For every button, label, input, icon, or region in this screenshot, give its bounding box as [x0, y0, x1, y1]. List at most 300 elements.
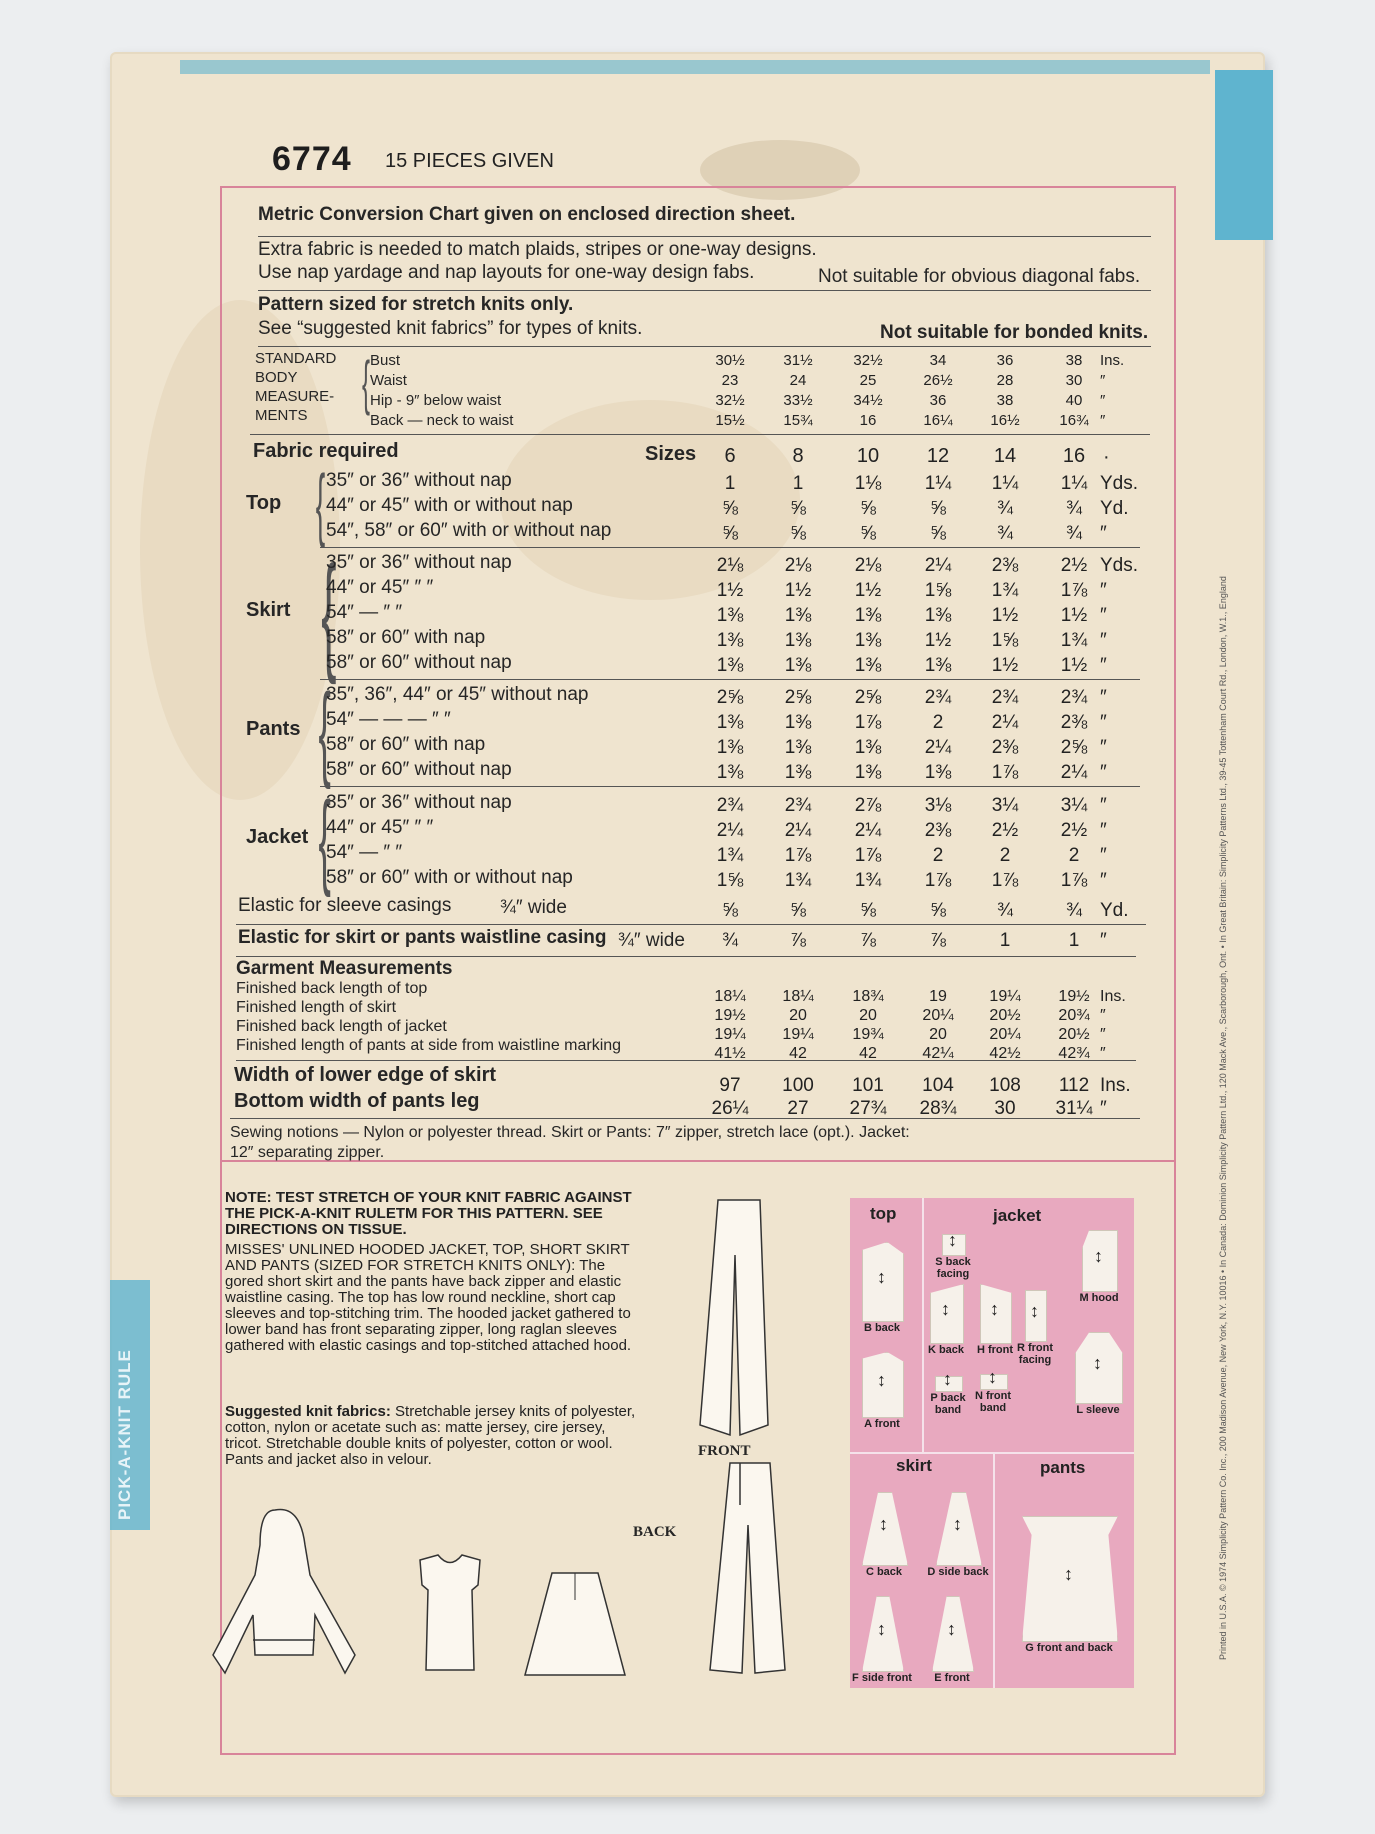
piece-name: side front [858, 1672, 912, 1684]
piece-label [852, 1672, 912, 1684]
sizes-label: Sizes [645, 443, 697, 465]
value-cell: 1⅜ [716, 712, 744, 733]
value-cell: 30 [994, 1098, 1016, 1119]
fabric-row-label: 35″ or 36″ without nap [326, 552, 512, 573]
piece-label [1072, 1292, 1126, 1304]
value-cell: 1⅞ [991, 870, 1019, 891]
unit-label: Ins. [1100, 988, 1126, 1005]
grainline-arrow-icon: ↕ [879, 1514, 888, 1534]
value-cell: 2⅞ [854, 795, 882, 816]
unit-label: ″ [1100, 795, 1107, 816]
piece-label [926, 1566, 990, 1578]
value-cell: 2½ [1060, 820, 1088, 841]
brace: { [321, 538, 337, 685]
divider [922, 1198, 924, 1454]
value-cell: 1½ [924, 630, 952, 651]
value-cell: 2¾ [716, 795, 744, 816]
copyright-text: Printed in U.S.A. © 1974 Simplicity Pattern Co. Inc., 200 Madison Avenue, New York, N.Y. 10016 • In Canada: Dominion Simplicity Pattern Ltd., 120 Mack Ave., Scarborough, Ont. • In Great Britain: Simplicity Patterns Ltd., 39-45 Tottenham Court Rd., London, W.1., England [1218, 576, 1228, 1660]
value-cell: 38 [1065, 352, 1083, 369]
value-cell: 1½ [1060, 605, 1088, 626]
piece-label [932, 1256, 974, 1280]
piece-name: front and back [1033, 1642, 1113, 1654]
size-header: 10 [856, 445, 880, 467]
value-cell: 1⅞ [854, 845, 882, 866]
unit-label: ″ [1100, 1045, 1106, 1062]
description-text: MISSES' UNLINED HOODED JACKET, TOP, SHORT SKIRT AND PANTS (SIZED FOR STRETCH KNITS ONLY): The gored short skirt and the pants have back zipper and elastic waistline casing. The top has low round neckline, short cap sleeves and top-stitching trim. The hooded jacket gathered to lower band has front separating zipper, long raglan sleeves gathered with elastic casings and top-stitched attached hood. [225, 1241, 632, 1354]
value-cell: 2⅝ [1060, 737, 1088, 758]
piece-name: front [871, 1418, 900, 1430]
value-cell: 2¼ [991, 712, 1019, 733]
garment-row-label: Finished back length of top [236, 980, 428, 997]
pick-a-knit-label: PICK-A-KNIT RULE [115, 1349, 134, 1520]
piece-letter: L [1076, 1404, 1083, 1416]
grainline-arrow-icon: ↕ [988, 1367, 997, 1387]
fabric-row-label: 44″ or 45″ ″ ″ [326, 577, 434, 598]
value-cell: 1⅜ [784, 605, 812, 626]
rule [258, 290, 1151, 291]
value-cell: 1⅜ [716, 630, 744, 651]
value-cell: 20½ [1058, 1026, 1090, 1043]
skirt-pieces-title: skirt [896, 1456, 932, 1475]
value-cell: 1⅜ [854, 655, 882, 676]
value-cell: 1⅜ [924, 655, 952, 676]
fabric-row-label: 35″ or 36″ without nap [326, 470, 512, 491]
unit-label: ″ [1100, 845, 1107, 866]
value-cell: 2¼ [716, 820, 744, 841]
grainline-arrow-icon: ↕ [947, 1619, 956, 1639]
value-cell: 3¼ [991, 795, 1019, 816]
grainline-arrow-icon: ↕ [1094, 1246, 1103, 1266]
rule [230, 1118, 1140, 1119]
skirt-sketch [520, 1565, 630, 1680]
value-cell: 24 [789, 372, 807, 389]
value-cell: 1⅜ [854, 630, 882, 651]
unit-label: ″ [1100, 712, 1107, 733]
suggested-note: See “suggested knit fabrics” for types of knits. [258, 318, 643, 339]
value-cell: ¾ [1066, 900, 1082, 921]
value-cell: ⅝ [722, 900, 738, 921]
fabric-group-name: Skirt [246, 598, 291, 621]
unit-label: Yd. [1100, 498, 1129, 519]
jacket-pieces-title: jacket [993, 1206, 1042, 1225]
unit-label: ″ [1100, 737, 1107, 758]
value-cell: 2¼ [854, 820, 882, 841]
value-cell: 2⅝ [854, 687, 882, 708]
fabric-row-label: 58″ or 60″ without nap [326, 759, 512, 780]
value-cell: 2½ [991, 820, 1019, 841]
unit-label: ″ [1100, 762, 1107, 783]
value-cell: 30½ [715, 352, 745, 369]
value-cell: 1¾ [854, 870, 882, 891]
value-cell: 1⅜ [784, 630, 812, 651]
value-cell: 1⅜ [716, 762, 744, 783]
value-cell: 20 [789, 1007, 807, 1024]
value-cell: 1⅞ [924, 870, 952, 891]
fabric-required-title: Fabric required [253, 440, 399, 462]
piece-letter: P [930, 1392, 938, 1404]
grainline-arrow-icon: ↕ [1064, 1564, 1073, 1584]
value-cell: 1⅜ [924, 605, 952, 626]
value-cell: 1⅝ [991, 630, 1019, 651]
value-cell: 2 [1068, 845, 1080, 866]
value-cell: 2⅝ [784, 687, 812, 708]
value-cell: 34 [929, 352, 947, 369]
fabric-row-label: 35″ or 36″ without nap [326, 792, 512, 813]
value-cell: ⅝ [860, 498, 876, 519]
value-cell: 38 [996, 392, 1014, 409]
value-cell: 41½ [714, 1045, 746, 1062]
fabric-row-label: 58″ or 60″ with or without nap [326, 867, 573, 888]
value-cell: 20 [859, 1007, 877, 1024]
piece-label [852, 1418, 912, 1430]
value-cell: 42½ [989, 1045, 1021, 1062]
size-header: 6 [724, 445, 736, 467]
piece-letter: H [976, 1344, 985, 1356]
piece-label [925, 1392, 971, 1416]
piece-letter: F [852, 1672, 859, 1684]
grainline-arrow-icon: ↕ [990, 1299, 999, 1319]
value-cell: 18¼ [782, 988, 814, 1005]
grainline-arrow-icon: ↕ [1030, 1301, 1039, 1321]
garment-row-label: Finished back length of jacket [236, 1018, 447, 1035]
unit-label: ″ [1100, 412, 1106, 429]
suggested-fabrics [225, 1404, 645, 1468]
elastic-waist-width: ¾″ wide [618, 930, 685, 951]
value-cell: ¾ [1066, 523, 1082, 544]
unit-label: ″ [1100, 820, 1107, 841]
piece-letter: C [865, 1566, 874, 1578]
value-cell: 19¼ [782, 1026, 814, 1043]
fabric-row-label: 58″ or 60″ with nap [326, 627, 486, 648]
value-cell: 28 [996, 372, 1014, 389]
unit-label: ″ [1100, 870, 1107, 891]
value-cell: 2⅛ [784, 555, 812, 576]
value-cell: 1⅜ [784, 712, 812, 733]
value-cell: 15½ [715, 412, 745, 429]
value-cell: 1⅞ [854, 712, 882, 733]
fabric-row-label: 54″ — ″ ″ [326, 602, 403, 623]
value-cell: 2⅝ [716, 687, 744, 708]
fabric-row-label: 35″, 36″, 44″ or 45″ without nap [326, 684, 589, 705]
unit-label: ″ [1100, 580, 1107, 601]
rule [236, 1060, 1136, 1061]
top-pieces-title: top [870, 1204, 897, 1223]
piece-name: back [935, 1344, 965, 1356]
piece-letter: G [1025, 1642, 1034, 1654]
piece-label [1012, 1642, 1126, 1654]
value-cell: 1¼ [1060, 473, 1088, 494]
value-cell: 1¾ [1060, 630, 1088, 651]
value-cell: 27¾ [849, 1098, 887, 1119]
fabric-row-label: 54″ — ″ ″ [326, 842, 403, 863]
unit-label: Yds. [1100, 555, 1139, 576]
unit-label: Ins. [1100, 1075, 1131, 1096]
rule [320, 547, 1140, 548]
value-cell: 16¼ [923, 412, 953, 429]
piece-letter: M [1079, 1292, 1089, 1304]
value-cell: ⅞ [790, 930, 806, 951]
piece-label [970, 1390, 1016, 1414]
test-stretch-note: NOTE: TEST STRETCH OF YOUR KNIT FABRIC AGAINST THE PICK-A-KNIT RULETM FOR THIS PATTERN. SEE DIRECTIONS ON TISSUE. [225, 1189, 632, 1238]
value-cell: 34½ [853, 392, 883, 409]
value-cell: 36 [996, 352, 1014, 369]
value-cell: 108 [989, 1075, 1021, 1096]
size-header: 12 [926, 445, 950, 467]
value-cell: ⅝ [790, 900, 806, 921]
piece-name: back band [934, 1392, 966, 1416]
value-cell: 1⅜ [716, 605, 744, 626]
value-cell: 20½ [989, 1007, 1021, 1024]
unit-label: ″ [1100, 1098, 1107, 1119]
elastic-waist-label: Elastic for skirt or pants waistline casing [238, 927, 607, 948]
value-cell: 112 [1058, 1075, 1090, 1096]
sizes-end-mark: · [1103, 446, 1110, 468]
suggested-fabrics-title: Suggested knit fabrics: [225, 1403, 391, 1420]
body-label: MENTS [255, 407, 308, 424]
piece-name: front [941, 1672, 970, 1684]
value-cell: 30 [1065, 372, 1083, 389]
value-cell: 1⅝ [716, 870, 744, 891]
value-cell: 1½ [1060, 655, 1088, 676]
value-cell: 101 [852, 1075, 884, 1096]
unit-label: ″ [1100, 372, 1106, 389]
notions-line-1: Sewing notions — Nylon or polyester thread. Skirt or Pants: 7″ zipper, stretch lace (opt.). Jacket: [230, 1124, 910, 1141]
garment-measurements-title: Garment Measurements [236, 958, 453, 979]
size-header: 16 [1062, 445, 1086, 467]
value-cell: 3¼ [1060, 795, 1088, 816]
value-cell: 2 [999, 845, 1011, 866]
value-cell: 16¾ [1059, 412, 1089, 429]
rule [236, 924, 1146, 925]
value-cell: 32½ [715, 392, 745, 409]
value-cell: ⅝ [722, 523, 738, 544]
value-cell: 42 [859, 1045, 877, 1062]
value-cell: 1½ [716, 580, 744, 601]
value-cell: 18¾ [852, 988, 884, 1005]
body-row-label: Back — neck to waist [370, 412, 514, 429]
value-cell: ⅝ [790, 523, 806, 544]
unit-label: ″ [1100, 523, 1107, 544]
unit-label: ″ [1100, 630, 1107, 651]
fabric-group-name: Pants [246, 718, 301, 740]
value-cell: 2½ [1060, 555, 1088, 576]
value-cell: 28¾ [919, 1098, 957, 1119]
value-cell: 2⅜ [991, 555, 1019, 576]
fabric-row-label: 54″, 58″ or 60″ with or without nap [326, 520, 612, 541]
pants-leg-label: Bottom width of pants leg [234, 1090, 480, 1112]
value-cell: 1 [792, 473, 804, 494]
grainline-arrow-icon: ↕ [948, 1230, 957, 1250]
pieces-given: 15 PIECES GIVEN [385, 150, 554, 172]
value-cell: 25 [859, 372, 877, 389]
value-cell: ¾ [997, 498, 1013, 519]
unit-label: ″ [1100, 605, 1107, 626]
value-cell: 97 [719, 1075, 741, 1096]
piece-letter: D [927, 1566, 936, 1578]
value-cell: 1⅜ [784, 737, 812, 758]
value-cell: 1⅛ [854, 473, 882, 494]
value-cell: 2¾ [784, 795, 812, 816]
brace: { [362, 349, 371, 416]
value-cell: 3⅛ [924, 795, 952, 816]
fabric-group-name: Top [246, 491, 282, 514]
value-cell: 19½ [1058, 988, 1090, 1005]
piece-name: back [873, 1566, 903, 1578]
stretch-note: Pattern sized for stretch knits only. [258, 294, 574, 315]
fabric-row-label: 44″ or 45″ ″ ″ [326, 817, 434, 838]
suggested-fabrics-text: Stretchable jersey knits of polyester, cotton, nylon or acetate such as: matte jersey, cire jersey, tricot. Stretchable double knits of polyester, cotton or wool. Pants and jacket also in velour. [225, 1403, 636, 1468]
pants-front-drawing [700, 1200, 768, 1435]
value-cell: 1 [724, 473, 736, 494]
value-cell: 2¾ [991, 687, 1019, 708]
value-cell: 40 [1065, 392, 1083, 409]
rule [250, 434, 1150, 435]
piece-name: front band [979, 1390, 1012, 1414]
value-cell: 32½ [853, 352, 883, 369]
metric-note: Metric Conversion Chart given on enclosed direction sheet. [258, 204, 796, 225]
value-cell: 42¾ [1058, 1045, 1090, 1062]
value-cell: 20 [929, 1026, 947, 1043]
value-cell: 2⅜ [991, 737, 1019, 758]
jacket-sketch [205, 1505, 365, 1685]
value-cell: 2¼ [1060, 762, 1088, 783]
value-cell: 1½ [854, 580, 882, 601]
fabric-row-label: 58″ or 60″ without nap [326, 652, 512, 673]
body-row-label: Waist [370, 372, 407, 389]
value-cell: 16½ [990, 412, 1020, 429]
unit-label: Yd. [1100, 900, 1129, 921]
value-cell: 2 [932, 712, 944, 733]
piece-label [852, 1322, 912, 1334]
grainline-arrow-icon: ↕ [953, 1514, 962, 1534]
body-row-label: Bust [370, 352, 401, 369]
unit-label: Ins. [1100, 352, 1125, 369]
skirt-width-label: Width of lower edge of skirt [234, 1064, 497, 1086]
grainline-arrow-icon: ↕ [941, 1299, 950, 1319]
blue-flap-top [180, 60, 1210, 74]
value-cell: ⅝ [930, 900, 946, 921]
value-cell: 26¼ [711, 1098, 749, 1119]
value-cell: 1 [999, 930, 1011, 951]
value-cell: ¾ [722, 930, 738, 951]
value-cell: 42¼ [922, 1045, 954, 1062]
front-label: FRONT [698, 1443, 751, 1459]
value-cell: ⅝ [860, 523, 876, 544]
nap-note: Use nap yardage and nap layouts for one-way design fabs. [258, 262, 755, 283]
piece-name: hood [1088, 1292, 1119, 1304]
value-cell: 20¼ [922, 1007, 954, 1024]
value-cell: 1¾ [716, 845, 744, 866]
value-cell: 1¼ [991, 473, 1019, 494]
piece-label [1065, 1404, 1131, 1416]
value-cell: 1¾ [991, 580, 1019, 601]
value-cell: ¾ [997, 523, 1013, 544]
fabric-group-name: Jacket [246, 826, 309, 848]
value-cell: ¾ [1066, 498, 1082, 519]
value-cell: ⅞ [860, 930, 876, 951]
unit-label: Yds. [1100, 473, 1139, 494]
value-cell: 15¾ [783, 412, 813, 429]
bonded-note: Not suitable for bonded knits. [880, 322, 1149, 343]
piece-name: side back [935, 1566, 989, 1578]
brace: { [318, 672, 331, 790]
brace: { [315, 459, 326, 549]
grainline-arrow-icon: ↕ [877, 1267, 886, 1287]
garment-row-label: Finished length of pants at side from waistline marking [236, 1037, 622, 1054]
value-cell: 1⅞ [1060, 870, 1088, 891]
grainline-arrow-icon: ↕ [877, 1619, 886, 1639]
piece-letter: B [863, 1322, 872, 1334]
value-cell: 19¼ [714, 1026, 746, 1043]
rule [258, 236, 1151, 237]
value-cell: 1⅜ [854, 605, 882, 626]
value-cell: 1½ [784, 580, 812, 601]
unit-label: ″ [1100, 930, 1107, 951]
value-cell: 31½ [783, 352, 813, 369]
rule [236, 956, 1136, 957]
value-cell: 104 [922, 1075, 954, 1096]
pants-back-drawing [710, 1463, 785, 1673]
rule [320, 786, 1140, 787]
value-cell: 1½ [991, 655, 1019, 676]
value-cell: 19 [929, 988, 947, 1005]
notions-line-2: 12″ separating zipper. [230, 1144, 385, 1161]
value-cell: 31¼ [1055, 1098, 1093, 1119]
value-cell: 2⅜ [924, 820, 952, 841]
value-cell: 1 [1068, 930, 1080, 951]
piece-letter: A [864, 1418, 872, 1430]
value-cell: 2¾ [1060, 687, 1088, 708]
value-cell: 2 [932, 845, 944, 866]
piece-letter: R [1016, 1342, 1025, 1354]
value-cell: 19¾ [852, 1026, 884, 1043]
rule [258, 346, 1151, 347]
diagonal-note: Not suitable for obvious diagonal fabs. [818, 266, 1141, 287]
grainline-arrow-icon: ↕ [1093, 1353, 1102, 1373]
value-cell: 2¼ [924, 737, 952, 758]
value-cell: ⅝ [790, 498, 806, 519]
value-cell: 33½ [783, 392, 813, 409]
value-cell: 1⅞ [784, 845, 812, 866]
unit-label: ″ [1100, 1026, 1106, 1043]
pattern-number: 6774 [272, 140, 352, 178]
unit-label: ″ [1100, 687, 1107, 708]
value-cell: ⅝ [930, 498, 946, 519]
value-cell: 100 [782, 1075, 814, 1096]
piece-label [922, 1672, 982, 1684]
value-cell: 1⅝ [924, 580, 952, 601]
piece-label [1015, 1342, 1055, 1366]
piece-name: front [984, 1344, 1014, 1356]
body-row-label: Hip - 9″ below waist [370, 392, 502, 409]
value-cell: 1⅜ [854, 737, 882, 758]
value-cell: 16 [859, 412, 877, 429]
value-cell: 2⅛ [854, 555, 882, 576]
value-cell: 36 [929, 392, 947, 409]
value-cell: 20¾ [1058, 1007, 1090, 1024]
value-cell: 19¼ [989, 988, 1021, 1005]
value-cell: 1⅜ [854, 762, 882, 783]
value-cell: 1⅜ [784, 655, 812, 676]
value-cell: 1⅞ [1060, 580, 1088, 601]
value-cell: 1⅜ [784, 762, 812, 783]
body-label: MEASURE- [255, 388, 335, 405]
value-cell: 1⅞ [991, 762, 1019, 783]
value-cell: 20¼ [989, 1026, 1021, 1043]
piece-name: front facing [1018, 1342, 1054, 1366]
size-header: 8 [792, 445, 804, 467]
value-cell: 26½ [923, 372, 953, 389]
